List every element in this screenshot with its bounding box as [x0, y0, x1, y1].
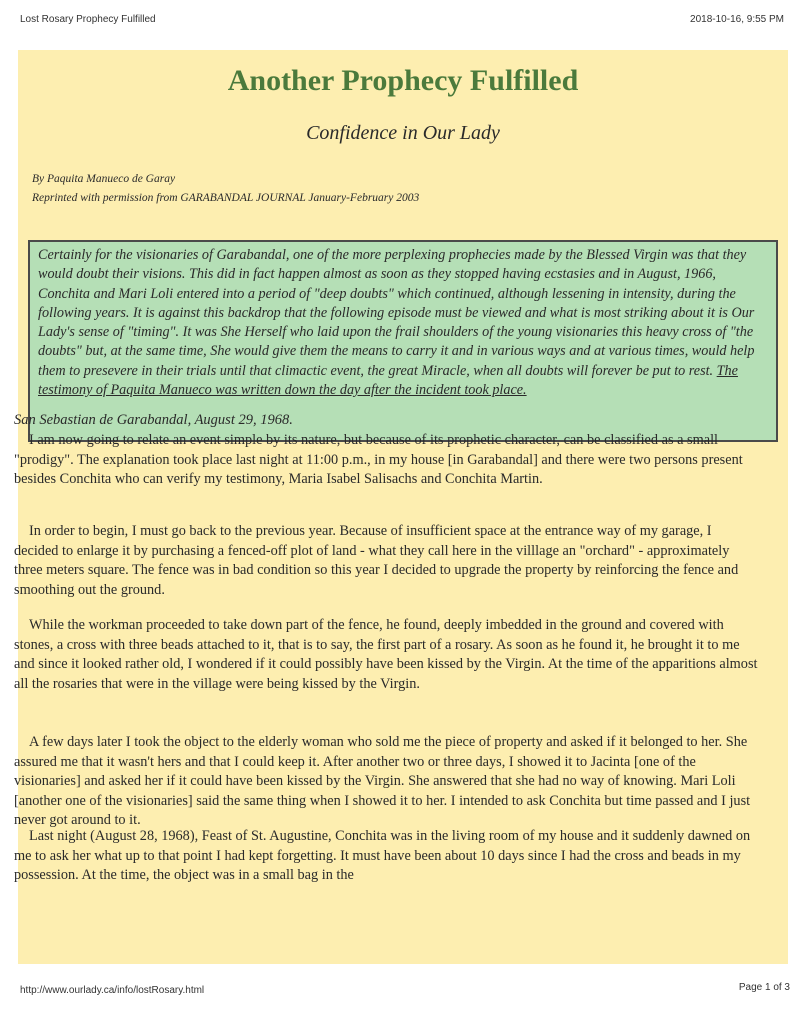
- print-header-title: Lost Rosary Prophecy Fulfilled: [20, 14, 156, 25]
- author-line: By Paquita Manueco de Garay: [32, 173, 176, 185]
- paragraph-2: In order to begin, I must go back to the previous year. Because of insufficient space at the entrance way of my garage, I decided to enlarge it by purchasing a fenced-off plot of land - what they call here in the villlage an "orchard" - approximately three meters square. The fence was in bad condition so this year I decided to upgrade the property by reinforcing the fence and smoothing out the ground.: [14, 523, 739, 598]
- paragraph-5: Last night (August 28, 1968), Feast of St. Augustine, Conchita was in the living room of my house and it suddenly dawned on me to ask her what up to that point I had kept forgetting. It must have been about 10 days since I had the cross and beads in my possession. At the time, the object was in a small bag in the: [14, 828, 751, 884]
- paragraph-3: While the workman proceeded to take down part of the fence, he found, deeply imbedded in the ground and covered with stones, a cross with three beads attached to it, that is to say, the first part of a rosary. As soon as he found it, he brought it to me and since it looked rather old, I wondered if it could possibly have been kissed by the Virgin. At the time of the apparitions almost all the rosaries that were in the village were being kissed by the Virgin.: [14, 617, 758, 692]
- paragraph-4: A few days later I took the object to the elderly woman who sold me the piece of property and asked if it belonged to her. She assured me that it wasn't hers and that I could keep it. After another two or three days, I showed it to Jacinta [one of the visionaries] and asked her if it could have been kissed by the Virgin. She answered that she had no way of knowing. Mari Loli [another one of the visionaries] said the same thing when I showed it to her. I intended to ask Conchita but time passed and I just never got around to it.: [14, 734, 751, 829]
- paragraph-1: I am now going to relate an event simple by its nature, but because of its prophetic character, can be classified as a small "prodigy". The explanation took place last night at 11:00 p.m., in my house [in Garabandal] and there were two persons present besides Conchita who can verify my testimony, Maria Isabel Salisachs and Conchita Martin.: [14, 432, 743, 488]
- article-title: Another Prophecy Fulfilled: [227, 64, 579, 97]
- callout-text: Certainly for the visionaries of Garabandal, one of the more perplexing prophecies made by the Blessed Virgin was that they would doubt their visions. This did in fact happen almost as soon as they stopped having ecstasies and in August, 1966, Conchita and Mari Loli entered into a period of "deep doubts" which continued, although lessening in intensity, during the following years. It is against this backdrop that the following episode must be viewed and what is most striking about it is Our Lady's sense of "timing". It was She Herself who laid upon the frail shoulders of the young visionaries this heavy cross of "the doubts" but, at the same time, She would give them the means to carry it and in various ways and at various times, would help them to presevere in their trials until that climactic event, the great Miracle, when all doubts will forever be put to rest.: [38, 247, 755, 379]
- print-header-datetime: 2018-10-16, 9:55 PM: [690, 14, 784, 25]
- byline: [32, 170, 419, 208]
- callout-underlined-text: The testimony of Paquita Manueco was written down the day after the incident took place.: [38, 362, 738, 399]
- print-footer: [20, 982, 790, 998]
- page-url: http://www.ourlady.ca/info/lostRosary.html: [20, 985, 205, 996]
- article-subtitle: Confidence in Our Lady: [306, 122, 500, 144]
- dateline: San Sebastian de Garabandal, August 29, 1968.: [14, 412, 293, 428]
- page-number: Page 1 of 3: [738, 982, 790, 993]
- reprint-line: Reprinted with permission from GARABANDAL JOURNAL January-February 2003: [32, 192, 420, 204]
- print-header: [20, 14, 784, 30]
